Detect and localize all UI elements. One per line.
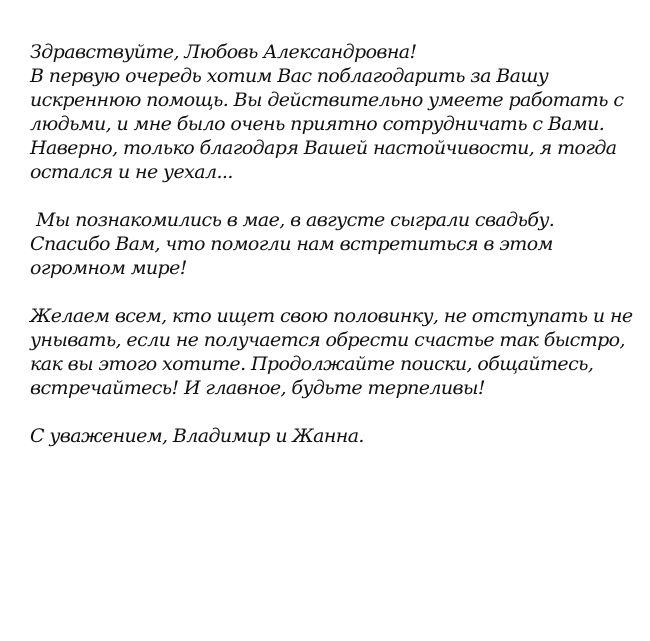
paragraph-wishes: [30, 304, 633, 400]
text-line: Мы познакомились в мае, в августе сыграли свадьбу.: [36, 209, 555, 231]
text-line: В первую очередь хотим Вас поблагодарить за Вашу: [30, 65, 549, 87]
paragraph-gratitude: [30, 64, 630, 184]
paragraph-spacer: [30, 280, 630, 304]
text-line: остался и не уехал...: [30, 161, 233, 183]
greeting: Здравствуйте, Любовь Александровна!: [30, 41, 417, 63]
text-line: огромном мире!: [30, 257, 187, 279]
text-line: Желаем всем, кто ищет свою половинку, не отступать и не: [30, 305, 633, 327]
paragraph-story: [30, 208, 630, 280]
paragraph-spacer: [30, 400, 630, 424]
text-line: людьми, и мне было очень приятно сотрудничать с Вами.: [30, 113, 605, 135]
text-line: встречайтесь! И главное, будьте терпеливы!: [30, 377, 485, 399]
text-line: как вы этого хотите. Продолжайте поиски, общайтесь,: [30, 353, 594, 375]
letter: [30, 40, 633, 448]
text-line: Наверно, только благодаря Вашей настойчивости, я тогда: [30, 137, 617, 159]
text-line: Спасибо Вам, что помогли нам встретиться в этом: [30, 233, 553, 255]
text-line: искреннюю помощь. Вы действительно умеете работать с: [30, 89, 624, 111]
text-line: унывать, если не получается обрести счастье так быстро,: [30, 329, 625, 351]
paragraph-spacer: [30, 184, 630, 208]
signature: С уважением, Владимир и Жанна.: [30, 425, 364, 447]
